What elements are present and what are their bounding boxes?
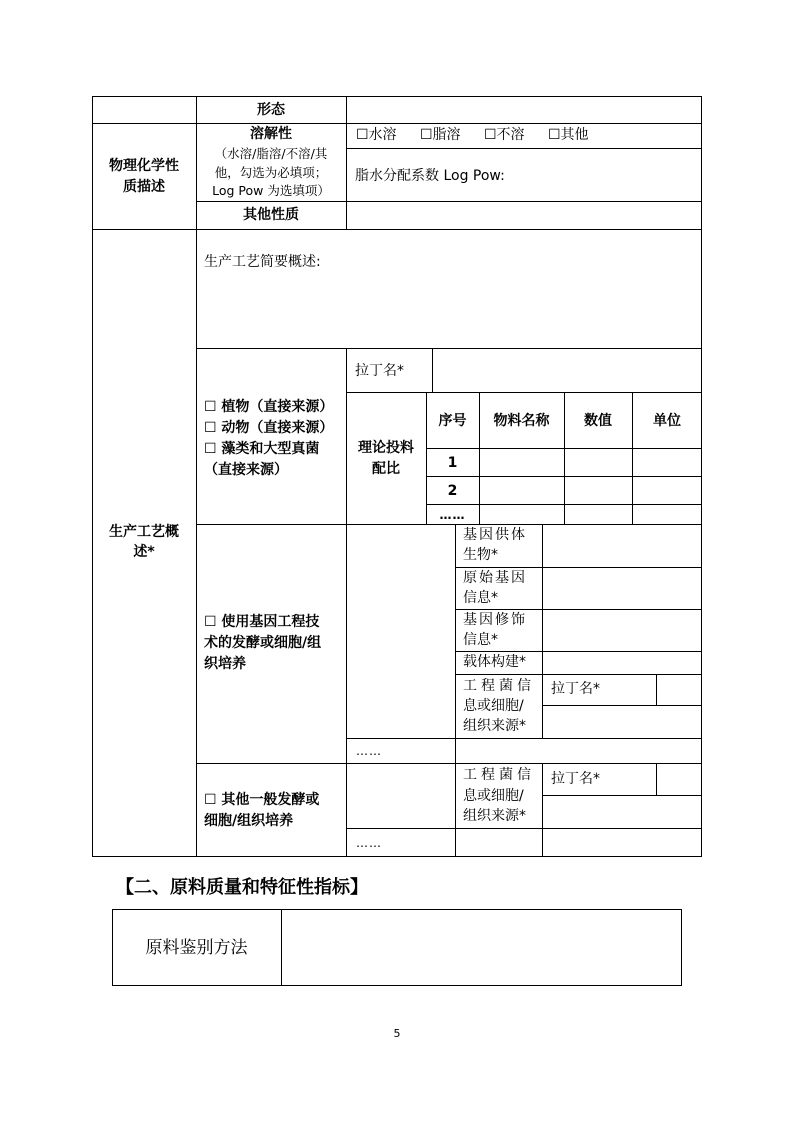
- row-seq-2: 2: [447, 483, 458, 499]
- eng2-label-1: 工程菌信: [463, 767, 535, 783]
- eng-label-1: 工程菌信: [463, 678, 535, 694]
- option-fat-soluble[interactable]: ☐脂溶: [420, 127, 461, 143]
- col-divider: [346, 96, 347, 229]
- option-other[interactable]: ☐其他: [548, 127, 589, 143]
- genetic-option-3: 织培养: [204, 656, 246, 672]
- orig-gene-label-2: 信息*: [463, 590, 498, 606]
- row-divider: [196, 201, 702, 202]
- col-divider: [542, 763, 543, 857]
- orig-gene-label-1: 原始基因: [463, 570, 527, 586]
- other-properties-label: 其他性质: [243, 207, 299, 223]
- header-material: 物料名称: [493, 413, 550, 429]
- gene-mod-label-1: 基因修饰: [463, 612, 527, 628]
- eng-label-3: 组织来源*: [463, 718, 526, 734]
- other-more: ……: [356, 836, 382, 850]
- row-divider: [346, 148, 702, 149]
- gene-mod-label-2: 信息*: [463, 632, 498, 648]
- genetic-option-1[interactable]: ☐ 使用基因工程技: [204, 614, 320, 630]
- latin-name-label-3: 拉丁名*: [551, 771, 600, 787]
- solubility-note-3: Log Pow 为选填项）: [212, 183, 330, 198]
- col-divider: [542, 524, 543, 738]
- col-divider: [346, 348, 347, 857]
- process-label-2: 述*: [133, 544, 155, 560]
- process-label-1: 生产工艺概: [109, 524, 179, 540]
- logpow-label: 脂水分配系数 Log Pow:: [355, 168, 505, 184]
- row-divider: [346, 738, 702, 739]
- row-divider: [196, 348, 702, 349]
- header-seq: 序号: [438, 413, 467, 429]
- col-divider: [432, 348, 433, 392]
- physchem-label-1: 物理化学性: [109, 158, 179, 174]
- solubility-note-1: （水溶/脂溶/不溶/其: [214, 146, 328, 161]
- source-plant-option[interactable]: ☐ 植物（直接来源）: [204, 399, 334, 415]
- header-unit: 单位: [653, 413, 681, 429]
- page-number: 5: [393, 1027, 401, 1040]
- identification-label: 原料鉴别方法: [145, 938, 248, 958]
- vector-label: 载体构建*: [463, 654, 526, 670]
- genetic-more: ……: [356, 744, 382, 758]
- col-divider: [455, 524, 456, 857]
- col-divider: [656, 763, 657, 795]
- process-summary-label: 生产工艺简要概述:: [204, 254, 321, 270]
- source-algae-option[interactable]: ☐ 藻类和大型真菌: [204, 441, 320, 457]
- source-algae-option-2: （直接来源）: [204, 462, 288, 478]
- latin-name-label: 拉丁名*: [355, 363, 404, 379]
- col-divider: [656, 674, 657, 705]
- latin-name-label-2: 拉丁名*: [551, 681, 600, 697]
- formula-label-1: 理论投料: [358, 440, 414, 456]
- eng-label-2: 息或细胞/: [463, 698, 524, 714]
- donor-label-1: 基因供体: [463, 527, 527, 543]
- row-seq-more: ……: [439, 508, 466, 522]
- source-animal-option[interactable]: ☐ 动物（直接来源）: [204, 420, 334, 436]
- header-value: 数值: [584, 413, 612, 429]
- physchem-label-2: 质描述: [123, 179, 165, 195]
- row-divider: [455, 674, 702, 675]
- solubility-note-2: 他，勾选为必填项；: [214, 165, 328, 180]
- solubility-title: 溶解性: [250, 126, 292, 142]
- formula-label-2: 配比: [372, 461, 400, 477]
- row-divider: [92, 123, 702, 124]
- donor-label-2: 生物*: [463, 547, 498, 563]
- row-divider: [346, 392, 702, 393]
- row-divider: [542, 795, 702, 796]
- eng2-label-2: 息或细胞/: [463, 788, 524, 804]
- morphology-label: 形态: [257, 102, 285, 118]
- eng2-label-3: 组织来源*: [463, 808, 526, 824]
- identification-input[interactable]: [282, 910, 681, 985]
- option-insoluble[interactable]: ☐不溶: [484, 127, 525, 143]
- row-divider: [542, 705, 702, 706]
- row-divider: [196, 763, 702, 764]
- other-ferment-option-1[interactable]: ☐ 其他一般发酵或: [204, 792, 320, 808]
- row-divider: [346, 828, 702, 829]
- option-water-soluble[interactable]: ☐水溶: [356, 127, 397, 143]
- row-divider: [92, 229, 702, 230]
- section2-heading: 【二、原料质量和特征性指标】: [116, 877, 368, 898]
- row-seq-1: 1: [447, 455, 458, 471]
- genetic-option-2: 术的发酵或细胞/组: [204, 635, 322, 651]
- other-ferment-option-2: 细胞/组织培养: [204, 813, 294, 829]
